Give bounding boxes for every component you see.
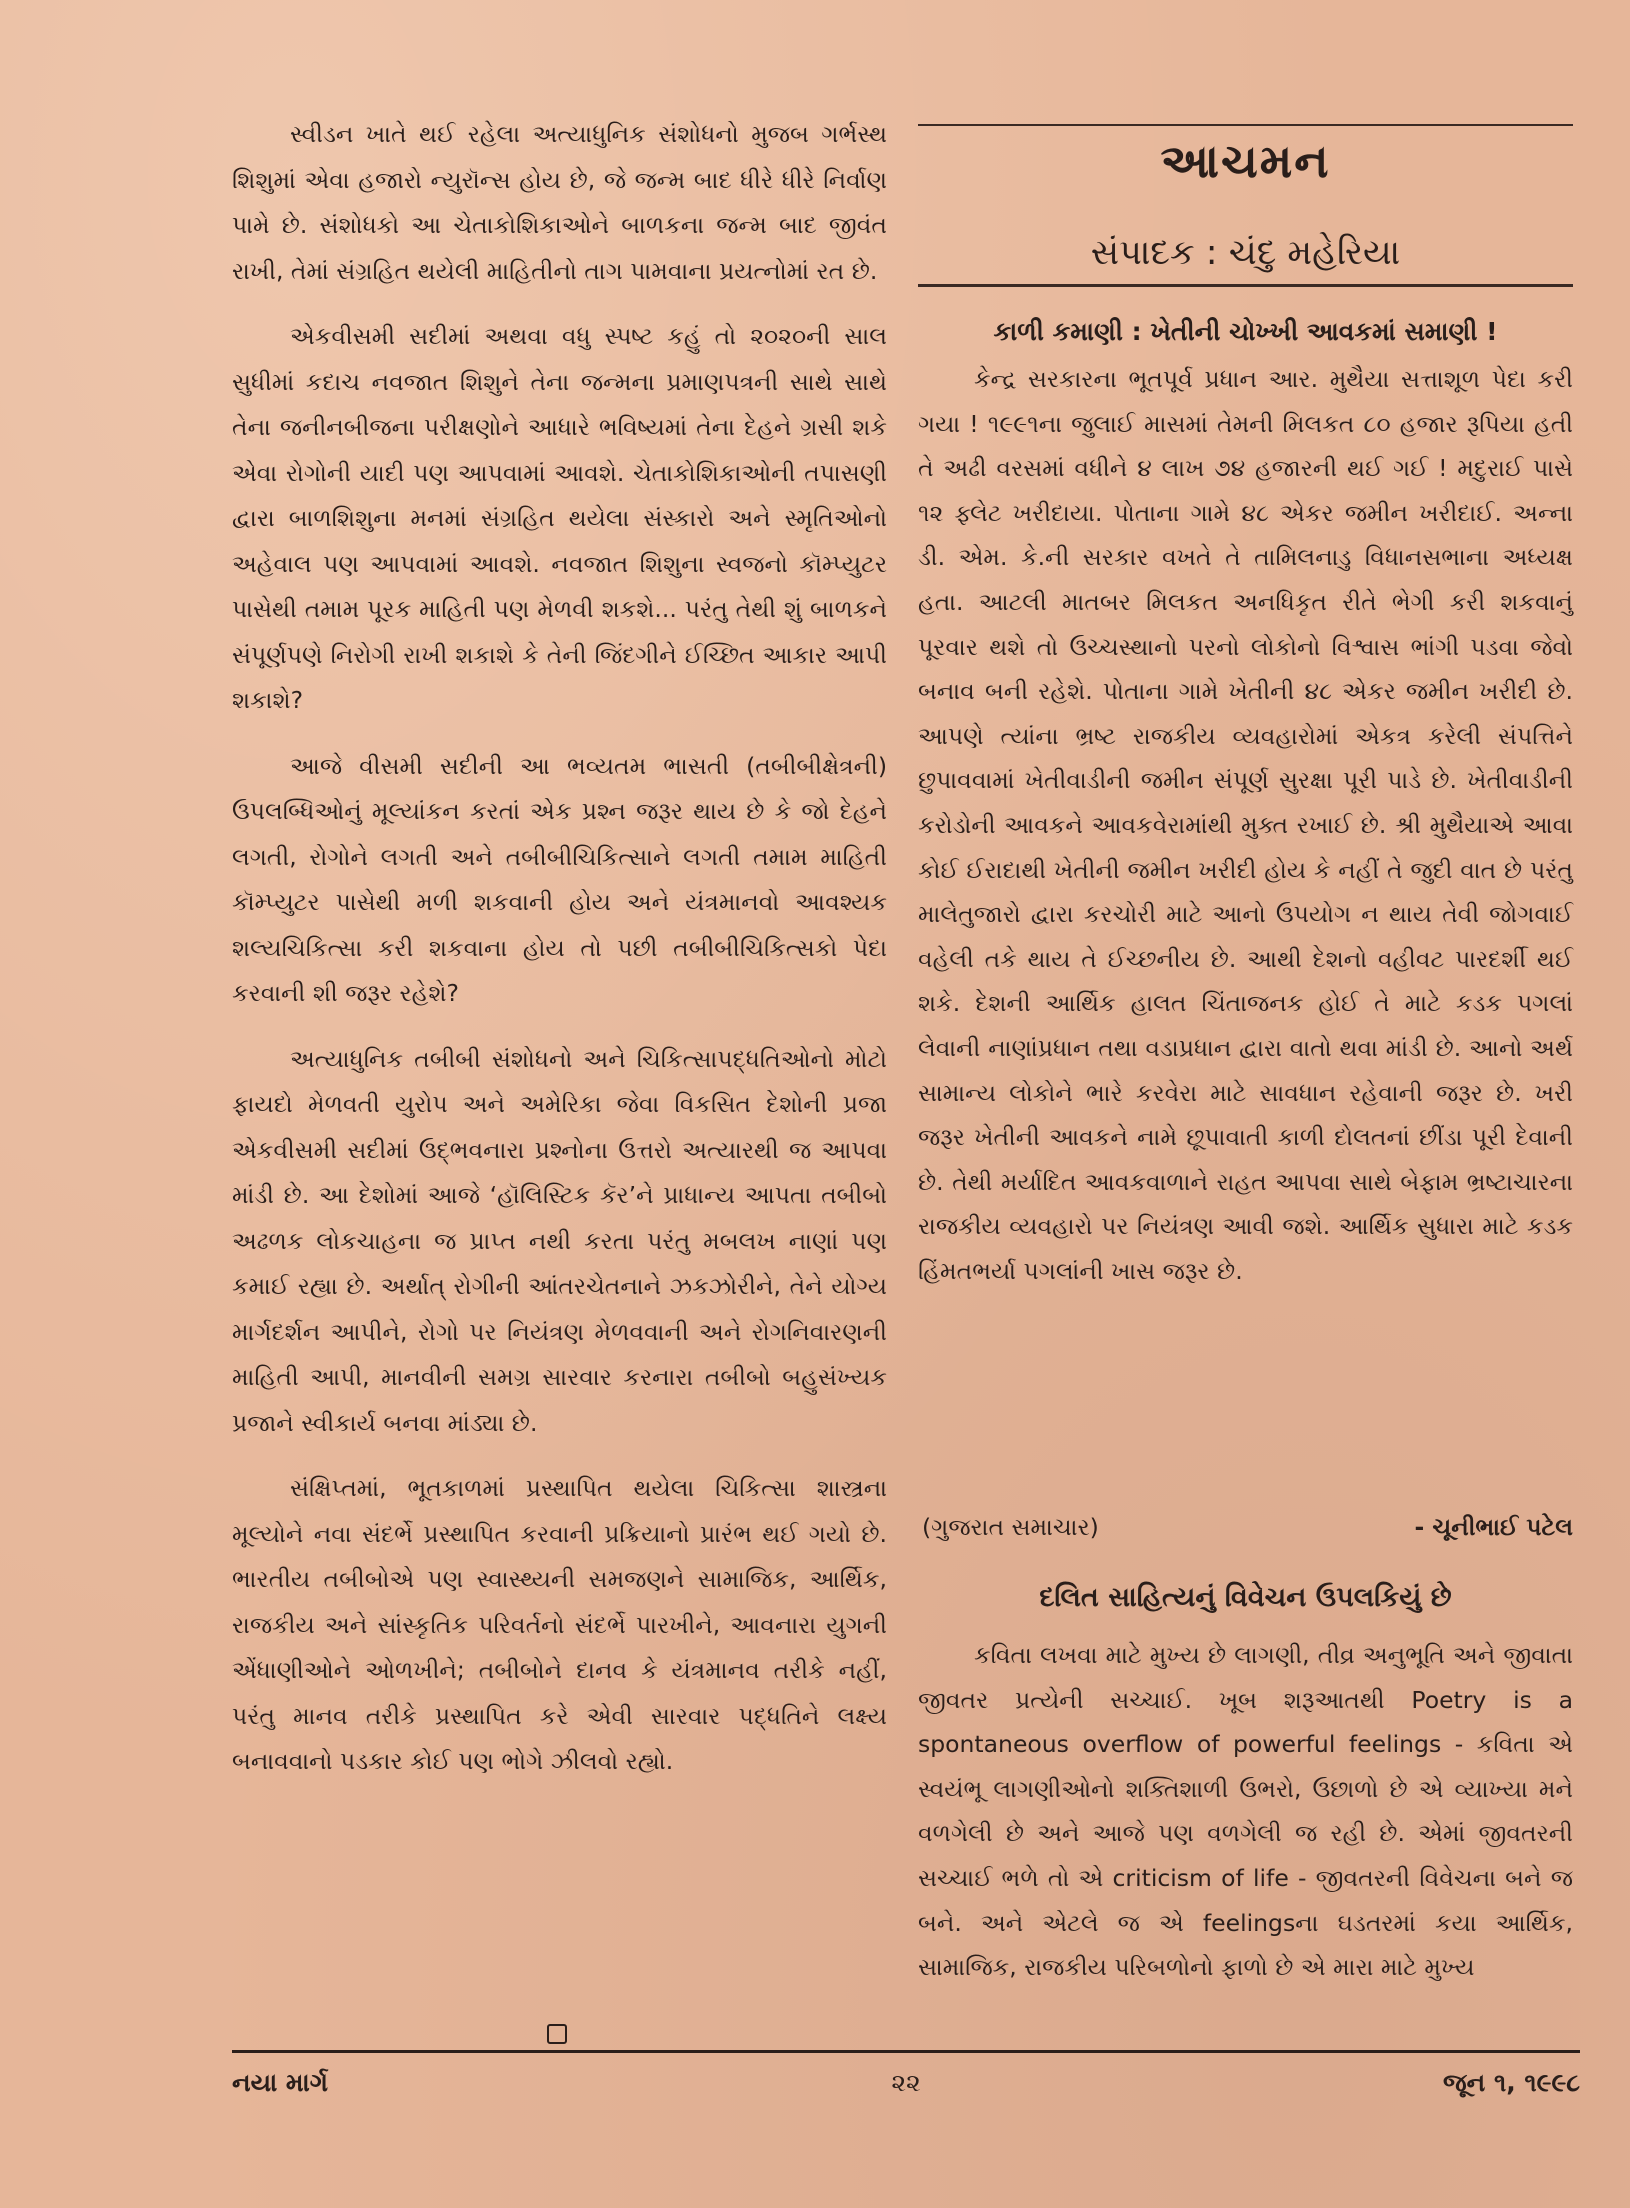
masthead-top-rule: [918, 124, 1573, 126]
editor-rule: [918, 284, 1573, 287]
article-1-author: - ચૂનીભાઈ પટેલ: [1414, 1513, 1573, 1541]
article-2-paragraph: કવિતા લખવા માટે મુખ્ય છે લાગણી, તીવ્ર અનુભૂતિ અને જીવાતા જીવતર પ્રત્યેની સચ્ચાઈ. ખૂબ શરૂઆતથી Poetry is a spontaneous overflow of powerful feelings - કવિતા એ સ્વયંભૂ લાગણીઓનો શક્તિશાળી ઉભરો, ઉછાળો છે એ વ્યાખ્યા મને વળગેલી છે અને આજે પણ વળગેલી જ રહી છે. એમાં જીવતરની સચ્ચાઈ ભળે તો એ criticism of life - જીવતરની વિવેચના બને જ બને. અને એટલે જ એ feelingsના ઘડતરમાં કયા આર્થિક, સામાજિક, રાજકીય પરિબળોનો ફાળો છે એ મારા માટે મુખ્ય: [918, 1641, 1573, 1982]
section-title: આચમન: [1160, 134, 1331, 188]
editor-line: સંપાદક : ચંદુ મહેરિયા: [1090, 233, 1401, 273]
end-of-article-mark: [547, 2024, 567, 2044]
left-paragraph-4: અત્યાધુનિક તબીબી સંશોધનો અને ચિકિત્સાપદ્ધતિઓનો મોટો ફાયદો મેળવતી યુરોપ અને અમેરિકા જેવા વિકસિત દેશોની પ્રજા એકવીસમી સદીમાં ઉદ્ભવનારા પ્રશ્નોના ઉત્તરો અત્યારથી જ આપવા માંડી છે. આ દેશોમાં આજે ‘હૉલિસ્ટિક કૅર’ને પ્રાધાન્ય આપતા તબીબો અઢળક લોકચાહના જ પ્રાપ્ત નથી કરતા પરંતુ મબલખ નાણાં પણ કમાઈ રહ્યા છે. અર્થાત્ રોગીની આંતરચેતનાને ઝકઝોરીને, તેને યોગ્ય માર્ગદર્શન આપીને, રોગો પર નિયંત્રણ મેળવવાની અને રોગનિવારણની માહિતી આપી, માનવીની સમગ્ર સારવાર કરનારા તબીબો બહુસંખ્યક પ્રજાને સ્વીકાર્ય બનવા માંડ્યા છે.: [232, 1044, 887, 1437]
footer-magazine-name: નયા માર્ગ: [232, 2068, 328, 2097]
left-paragraph-1: સ્વીડન ખાતે થઈ રહેલા અત્યાધુનિક સંશોધનો મુજબ ગર્ભસ્થ શિશુમાં એવા હજારો ન્યુરૉન્સ હોય છે, જે જન્મ બાદ ધીરે ધીરે નિર્વાણ પામે છે. સંશોધકો આ ચેતાકોશિકાઓને બાળકના જન્મ બાદ જીવંત રાખી, તેમાં સંગ્રહિત થયેલી માહિતીનો તાગ પામવાના પ્રયત્નોમાં રત છે.: [232, 120, 887, 285]
left-paragraph-3: આજે વીસમી સદીની આ ભવ્યતમ ભાસતી (તબીબીક્ષેત્રની) ઉપલબ્ધિઓનું મૂલ્યાંકન કરતાં એક પ્રશ્ન જરૂર થાય છે કે જો દેહને લગતી, રોગોને લગતી અને તબીબીચિકિત્સાને લગતી તમામ માહિતી કૉમ્પ્યુટર પાસેથી મળી શકવાની હોય અને યંત્રમાનવો આવશ્યક શલ્યચિકિત્સા કરી શકવાના હોય તો પછી તબીબીચિકિત્સકો પેદા કરવાની શી જરૂર રહેશે?: [232, 751, 887, 1007]
article-1-credit: [918, 1505, 1573, 1549]
article-1-paragraph: કેન્દ્ર સરકારના ભૂતપૂર્વ પ્રધાન આર. મુથૈયા સત્તાશૂળ પેદા કરી ગયા ! ૧૯૯૧ના જુલાઈ માસમાં તેમની મિલકત ૮૦ હજાર રૂપિયા હતી તે અઢી વરસમાં વધીને ૪ લાખ ૭૪ હજારની થઈ ગઈ ! મદુરાઈ પાસે ૧૨ ફ્લેટ ખરીદાયા. પોતાના ગામે ૪૮ એકર જમીન ખરીદાઈ. અન્ના ડી. એમ. કે.ની સરકાર વખતે તે તામિલનાડુ વિધાનસભાના અધ્યક્ષ હતા. આટલી માતબર મિલકત અનધિકૃત રીતે ભેગી કરી શકવાનું પૂરવાર થશે તો ઉચ્ચસ્થાનો પરનો લોકોનો વિશ્વાસ ભાંગી પડવા જેવો બનાવ બની રહેશે. પોતાના ગામે ખેતીની ૪૮ એકર જમીન ખરીદી છે. આપણે ત્યાંના ભ્રષ્ટ રાજકીય વ્યવહારોમાં એકત્ર કરેલી સંપત્તિને છુપાવવામાં ખેતીવાડીની જમીન સંપૂર્ણ સુરક્ષા પૂરી પાડે છે. ખેતીવાડીની કરોડોની આવકને આવકવેરામાંથી મુક્ત રખાઈ છે. શ્રી મુથૈયાએ આવા કોઈ ઈરાદાથી ખેતીની જમીન ખરીદી હોય કે નહીં તે જુદી વાત છે પરંતુ માલેતુજારો દ્વારા કરચોરી માટે આનો ઉપયોગ ન થાય તેવી જોગવાઈ વહેલી તકે થાય તે ઈચ્છનીય છે. આથી દેશનો વહીવટ પારદર્શી થઈ શકે. દેશની આર્થિક હાલત ચિંતાજનક હોઈ તે માટે કડક પગલાં લેવાની નાણાંપ્રધાન તથા વડાપ્રધાન દ્વારા વાતો થવા માંડી છે. આનો અર્થ સામાન્ય લોકોને ભારે કરવેરા માટે સાવધાન રહેવાની જરૂર છે. ખરી જરૂર ખેતીની આવકને નામે છૂપાવાતી કાળી દોલતનાં છીંડા પૂરી દેવાની છે. તેથી મર્યાદિત આવકવાળાને રાહત આપવા સાથે બેફામ ભ્રષ્ટાચારના રાજકીય વ્યવહારો પર નિયંત્રણ આવી જશે. આર્થિક સુધારા માટે કડક હિંમતભર્યા પગલાંની ખાસ જરૂર છે.: [918, 365, 1573, 1285]
article-1-source: (ગુજરાત સમાચાર): [922, 1513, 1099, 1541]
left-column: [232, 112, 887, 1805]
footer-rule: [232, 2050, 1580, 2053]
footer-date: જૂન ૧, ૧૯૯૮: [1442, 2068, 1580, 2097]
article-2-heading: દલિત સાહિત્યનું વિવેચન ઉપલકિયું છે: [1039, 1582, 1452, 1613]
article-1-body: [918, 357, 1573, 1293]
footer-page-number: ૨૨: [891, 2068, 921, 2097]
page-footer: [232, 2058, 1580, 2108]
article-1-heading: કાળી કમાણી : ખેતીની ચોખ્ખી આવકમાં સમાણી !: [993, 317, 1498, 346]
article-2-body: [918, 1633, 1573, 1990]
left-paragraph-5: સંક્ષિપ્તમાં, ભૂતકાળમાં પ્રસ્થાપિત થયેલા ચિકિત્સા શાસ્ત્રના મૂલ્યોને નવા સંદર્ભે પ્રસ્થાપિત કરવાની પ્રક્રિયાનો પ્રારંભ થઈ ગયો છે. ભારતીય તબીબોએ પણ સ્વાસ્થ્યની સમજણને સામાજિક, આર્થિક, રાજકીય અને સાંસ્કૃતિક પરિવર્તનો સંદર્ભે પારખીને, આવનારા યુગની એંધાણીઓને ઓળખીને; તબીબોને દાનવ કે યંત્રમાનવ તરીકે નહીં, પરંતુ માનવ તરીકે પ્રસ્થાપિત કરે એવી સારવાર પદ્ધતિને લક્ષ્ય બનાવવાનો પડકાર કોઈ પણ ભોગે ઝીલવો રહ્યો.: [232, 1474, 887, 1775]
left-paragraph-2: એકવીસમી સદીમાં અથવા વધુ સ્પષ્ટ કહું તો ૨૦૨૦ની સાલ સુધીમાં કદાચ નવજાત શિશુને તેના જન્મના પ્રમાણપત્રની સાથે સાથે તેના જનીનબીજના પરીક્ષણોને આધારે ભવિષ્યમાં તેના દેહને ગ્રસી શકે એવા રોગોની યાદી પણ આપવામાં આવશે. ચેતાકોશિકાઓની તપાસણી દ્વારા બાળશિશુના મનમાં સંગ્રહિત થયેલા સંસ્કારો અને સ્મૃતિઓનો અહેવાલ પણ આપવામાં આવશે. નવજાત શિશુના સ્વજનો કૉમ્પ્યુટર પાસેથી તમામ પૂરક માહિતી પણ મેળવી શકશે... પરંતુ તેથી શું બાળકને સંપૂર્ણપણે નિરોગી રાખી શકાશે કે તેની જિંદગીને ઈચ્છિત આકાર આપી શકાશે?: [232, 322, 887, 714]
